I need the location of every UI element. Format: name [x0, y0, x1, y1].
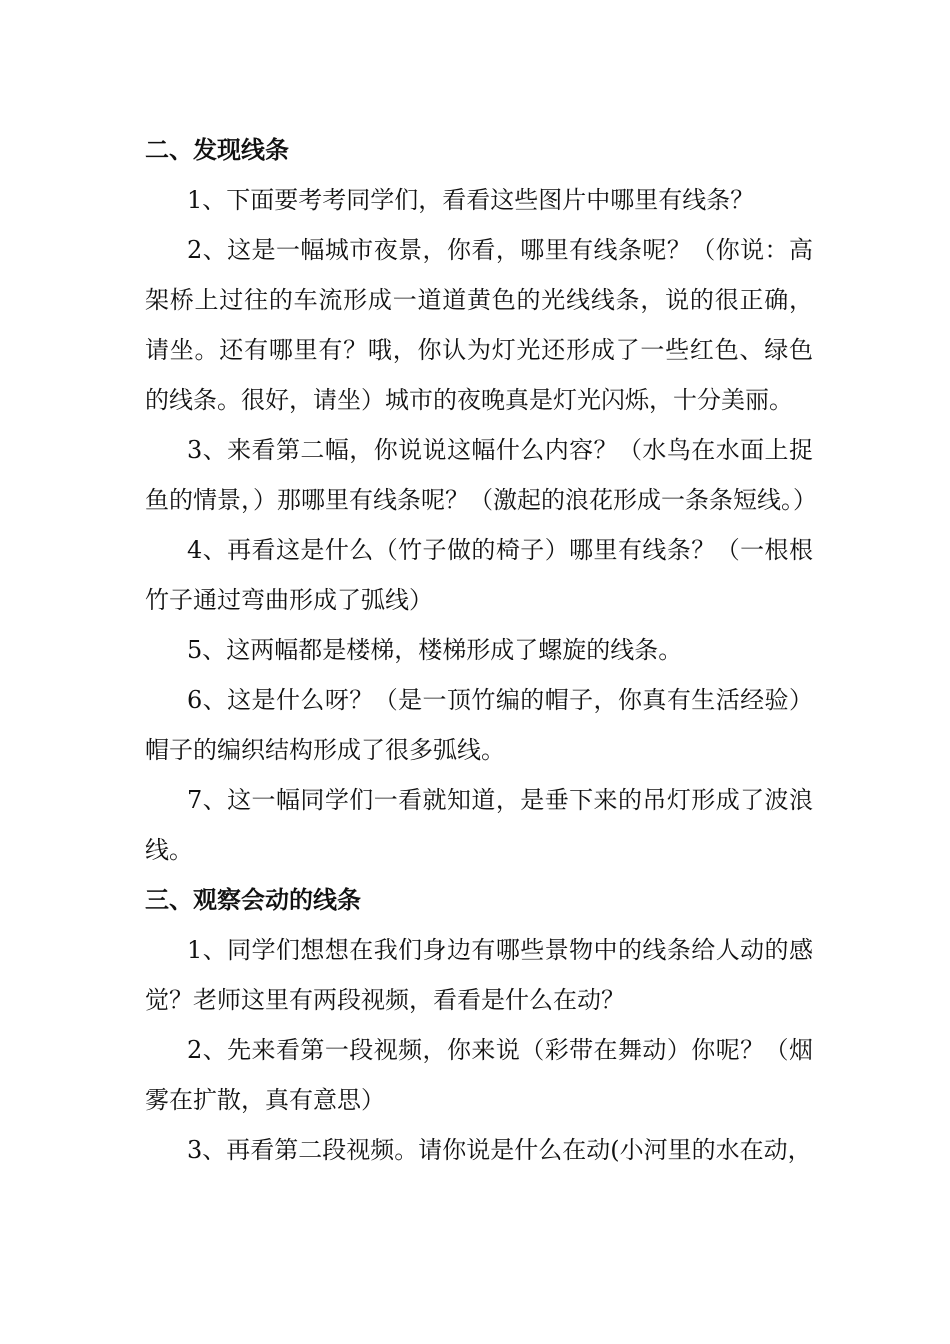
paragraph: 1、同学们想想在我们身边有哪些景物中的线条给人动的感觉？老师这里有两段视频，看看是什么在动？ — [145, 936, 813, 1014]
paragraph: 6、这是什么呀？（是一顶竹编的帽子，你真有生活经验）帽子的编织结构形成了很多弧线。 — [145, 686, 813, 764]
paragraph: 3、来看第二幅，你说说这幅什么内容？（水鸟在水面上捉鱼的情景，）那哪里有线条呢？（激起的浪花形成一条条短线。） — [145, 436, 817, 514]
paragraph: 1、下面要考考同学们，看看这些图片中哪里有线条？ — [187, 186, 755, 214]
section-discover-lines — [145, 125, 817, 875]
section-heading: 二、发现线条 — [145, 136, 289, 164]
paragraph: 4、再看这是什么（竹子做的椅子）哪里有线条？（一根根竹子通过弯曲形成了弧线） — [145, 536, 813, 614]
paragraph: 2、这是一幅城市夜景，你看，哪里有线条呢？（你说：高架桥上过往的车流形成一道道黄色的光线线条，说的很正确，请坐。还有哪里有？哦，你认为灯光还形成了一些红色、绿色的线条。很好，请坐）城市的夜晚真是灯光闪烁，十分美丽。 — [145, 236, 813, 414]
section-moving-lines — [145, 875, 813, 1175]
document-page — [145, 125, 817, 1175]
paragraph: 3、再看第二段视频。请你说是什么在动(小河里的水在动， — [187, 1136, 812, 1164]
paragraph: 5、这两幅都是楼梯，楼梯形成了螺旋的线条。 — [187, 636, 683, 664]
paragraph: 7、这一幅同学们一看就知道，是垂下来的吊灯形成了波浪线。 — [145, 786, 813, 864]
section-heading: 三、观察会动的线条 — [145, 886, 361, 914]
paragraph: 2、先来看第一段视频，你来说（彩带在舞动）你呢？（烟雾在扩散，真有意思） — [145, 1036, 813, 1114]
